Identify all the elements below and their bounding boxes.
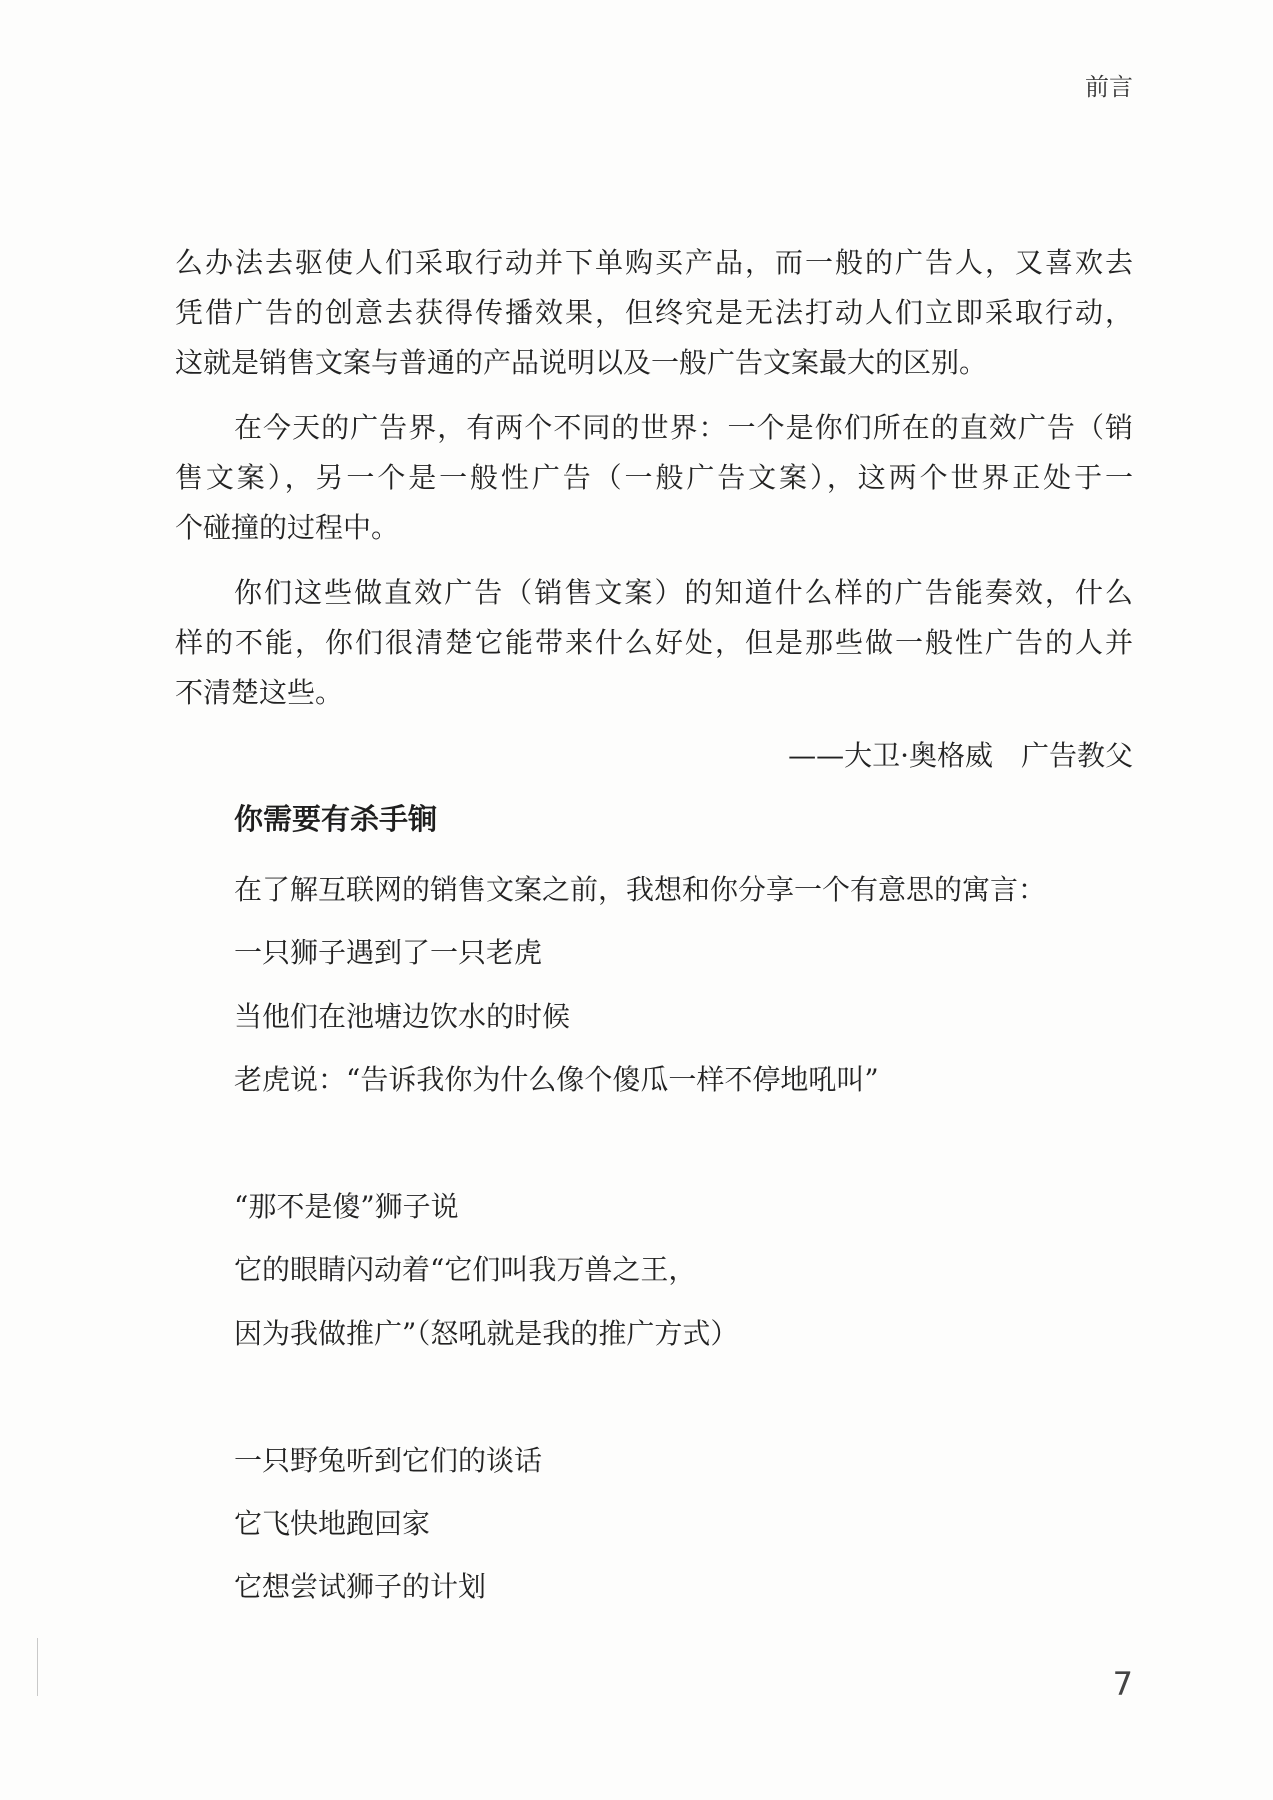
fable-line: “那不是傻”狮子说 — [234, 1190, 459, 1224]
paragraph-line: 售文案），另一个是一般性广告（一般广告文案），这两个世界正处于一 — [175, 461, 1133, 494]
paragraph-line: 不清楚这些。 — [175, 676, 344, 709]
paragraph-line: 样的不能，你们很清楚它能带来什么好处，但是那些做一般性广告的人并 — [175, 626, 1133, 659]
fable-stanza-3 — [234, 1429, 1133, 1619]
quote-attribution: ——大卫·奥格威 广告教父 — [788, 739, 1133, 772]
paragraph-3 — [175, 568, 1133, 718]
fable-line: 当他们在池塘边饮水的时候 — [234, 999, 571, 1033]
paragraph-2 — [175, 403, 1133, 553]
scan-edge-mark — [37, 1638, 38, 1696]
fable-line: 一只狮子遇到了一只老虎 — [234, 936, 543, 970]
fable-line: 它飞快地跑回家 — [234, 1507, 431, 1541]
page-number: 7 — [1112, 1665, 1133, 1703]
paragraph-line: 在今天的广告界，有两个不同的世界：一个是你们所在的直效广告（销 — [234, 411, 1133, 444]
section-heading: 你需要有杀手锏 — [234, 802, 438, 836]
fable-stanza-2 — [234, 1175, 1133, 1365]
running-head: 前言 — [1085, 73, 1133, 101]
paragraph-1 — [175, 238, 1133, 388]
paragraph-line: 这就是销售文案与普通的产品说明以及一般广告文案最大的区别。 — [175, 346, 988, 379]
fable-line: 老虎说：“告诉我你为什么像个傻瓜一样不停地吼叫” — [234, 1063, 879, 1097]
paragraph-line: 你们这些做直效广告（销售文案）的知道什么样的广告能奏效，什么 — [234, 576, 1133, 609]
fable-line: 它想尝试狮子的计划 — [234, 1570, 487, 1604]
fable-text — [234, 858, 1133, 1619]
body-text — [175, 238, 1133, 781]
fable-line: 它的眼睛闪动着“它们叫我万兽之王， — [234, 1253, 697, 1287]
fable-line: 因为我做推广”（怒吼就是我的推广方式） — [234, 1316, 739, 1350]
paragraph-line: 么办法去驱使人们采取行动并下单购买产品，而一般的广告人，又喜欢去 — [175, 246, 1133, 279]
fable-stanza-1 — [234, 921, 1133, 1111]
fable-line: 一只野兔听到它们的谈话 — [234, 1443, 543, 1477]
paragraph-line: 凭借广告的创意去获得传播效果，但终究是无法打动人们立即采取行动， — [175, 296, 1133, 329]
paragraph-line: 个碰撞的过程中。 — [175, 511, 400, 544]
fable-intro: 在了解互联网的销售文案之前，我想和你分享一个有意思的寓言： — [234, 873, 1047, 906]
